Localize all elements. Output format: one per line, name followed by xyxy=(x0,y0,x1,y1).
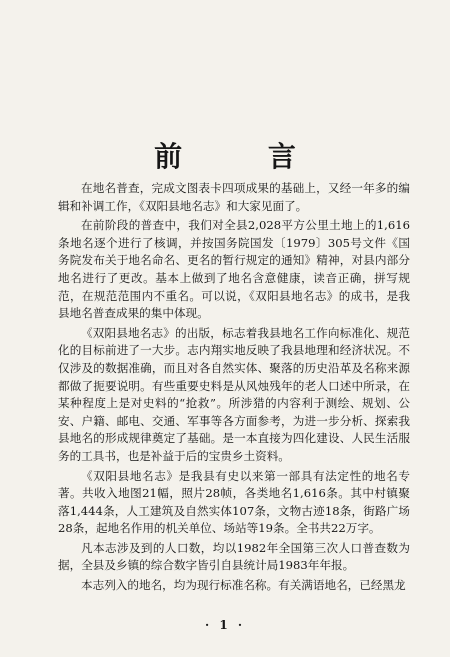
body-text xyxy=(58,180,410,597)
paragraph: 《双阳县地名志》是我县有史以来第一部具有法定性的地名专著。共收入地图21幅，照片28帧，各类地名1,616条。其中村镇聚落1,444条，人工建筑及自然实体107条，文物古迹18条，街路广场28条，起地名作用的机关单位、场站等19条。全书共22万字。 xyxy=(58,468,410,536)
paragraph: 《双阳县地名志》的出版，标志着我县地名工作向标准化、规范化的目标前进了一大步。志内翔实地反映了我县地理和经济状况。不仅涉及的数据准确，而且对各自然实体、聚落的历史沿革及名称来源都做了扼要说明。有些重要史料是从风烛残年的老人口述中所录，在某种程度上是对史料的“抢救”。所涉猎的内容利于测绘、规划、公安、户籍、邮电、交通、军事等各方面参考，为进一步分析、探索我县地名的形成规律奠定了基础。是一本直接为四化建设、人民生活服务的工具书，也是补益于后的宝贵乡土资料。 xyxy=(58,325,410,463)
paragraph: 在地名普查，完成文图表卡四项成果的基础上，又经一年多的编辑和补调工作，《双阳县地名志》和大家见面了。 xyxy=(58,181,410,213)
page-title: 前 言 xyxy=(154,140,334,173)
page-number: · 1 · xyxy=(204,618,246,632)
paragraph: 在前阶段的普查中，我们对全县2,028平方公里土地上的1,616条地名逐个进行了核调，并按国务院国发〔1979〕305号文件《国务院发布关于地名命名、更名的暂行规定的通知》精神，对县内部分地名进行了更改。基本上做到了地名含意健康，读音正确，拼写规范，在规范范围内不重名。可以说，《双阳县地名志》的成书，是我县地名普查成果的集中体现。 xyxy=(58,218,410,321)
paragraph: 凡本志涉及到的人口数，均以1982年全国第三次人口普查数为据，全县及乡镇的综合数字皆引自县统计局1983年年报。 xyxy=(58,540,410,573)
paragraph: 本志列入的地名，均为现行标准名称。有关满语地名，已经黑龙 xyxy=(81,578,406,593)
